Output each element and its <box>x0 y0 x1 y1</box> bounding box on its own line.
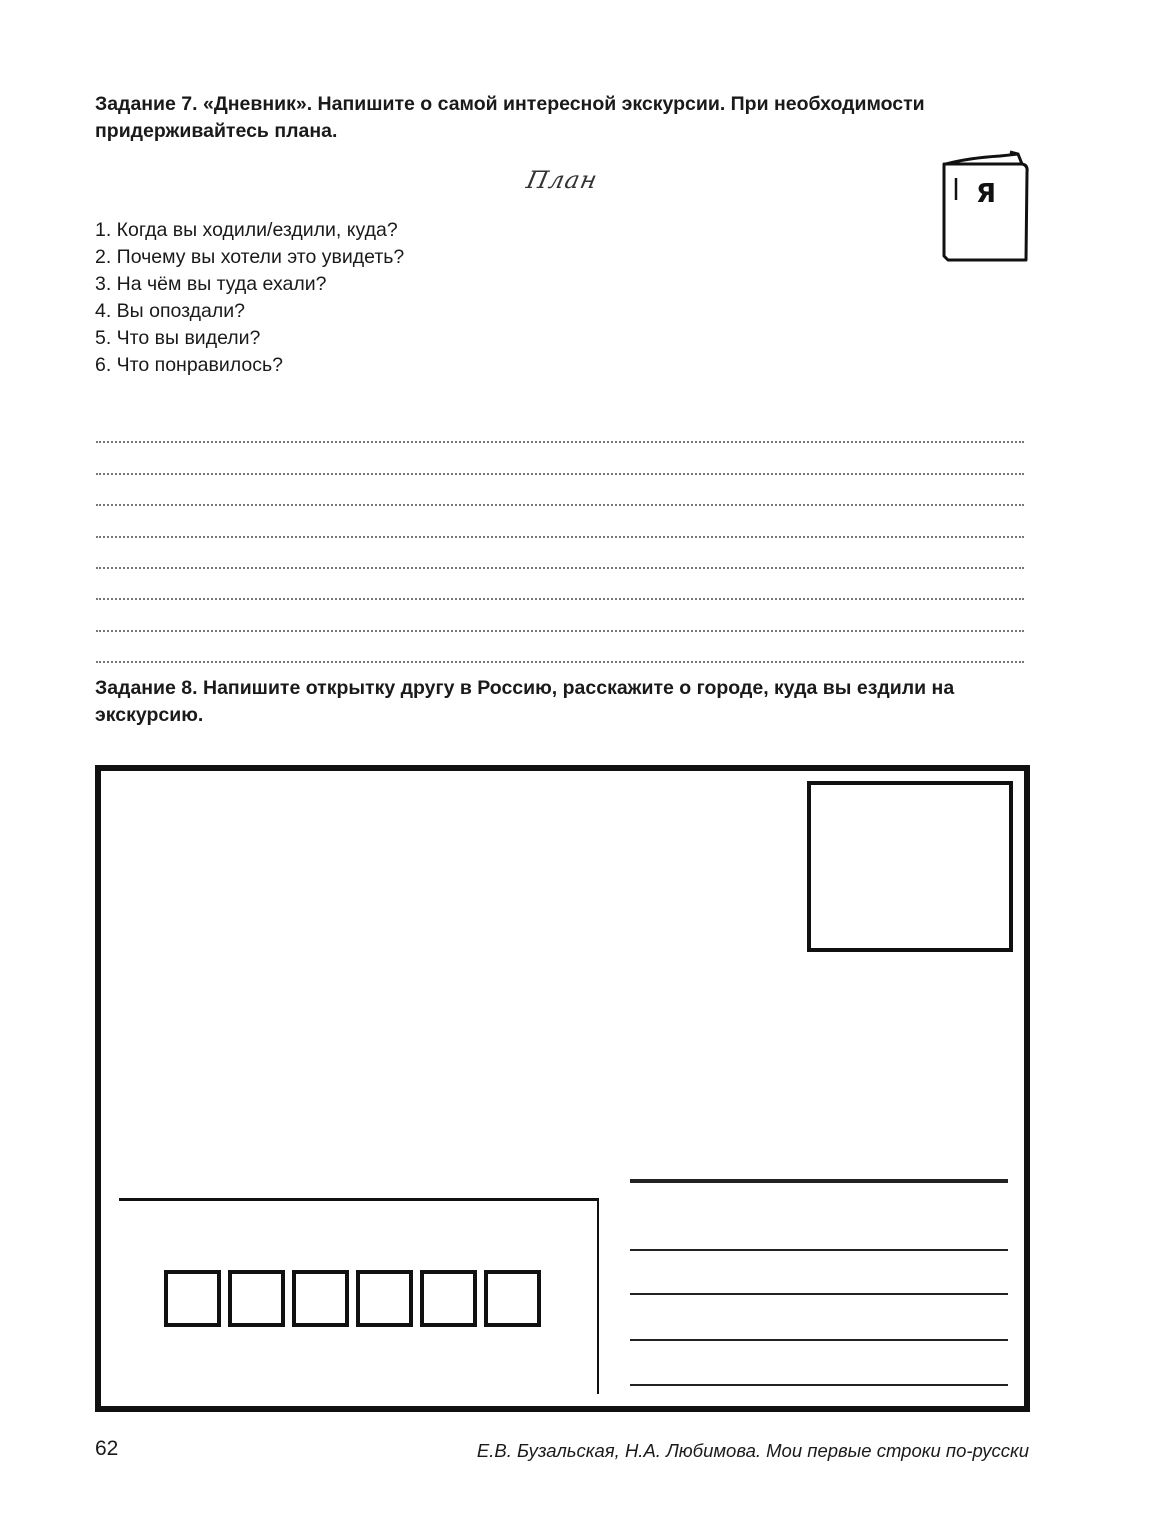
plan-item: 4. Вы опоздали? <box>95 300 246 322</box>
book-letter: Я <box>975 179 997 209</box>
diary-book-icon <box>938 150 1032 266</box>
address-line[interactable] <box>630 1339 1008 1341</box>
address-line[interactable] <box>630 1384 1008 1386</box>
writing-line[interactable] <box>96 475 1024 506</box>
postal-code-boxes <box>164 1270 541 1327</box>
writing-line[interactable] <box>96 412 1024 443</box>
plan-item: 3. На чём вы туда ехали? <box>95 273 327 295</box>
postal-code-box[interactable] <box>164 1270 221 1327</box>
postal-code-box[interactable] <box>356 1270 413 1327</box>
postal-code-box[interactable] <box>484 1270 541 1327</box>
diary-writing-area <box>96 412 1024 663</box>
writing-line[interactable] <box>96 632 1024 663</box>
sender-block <box>119 1198 599 1394</box>
task-7-heading: Задание 7. «Дневник». Напишите о самой интересной экскурсии. При необходимости придерживайтесь плана. <box>95 93 925 142</box>
plan-item: 5. Что вы видели? <box>95 327 261 349</box>
task-8-heading: Задание 8. Напишите открытку другу в Россию, расскажите о городе, куда вы ездили на экскурсию. <box>95 677 955 726</box>
plan-item: 2. Почему вы хотели это увидеть? <box>95 246 405 268</box>
book-corner <box>1010 152 1022 164</box>
address-line[interactable] <box>630 1249 1008 1251</box>
writing-line[interactable] <box>96 569 1024 600</box>
writing-line[interactable] <box>96 506 1024 537</box>
postal-code-box[interactable] <box>420 1270 477 1327</box>
page-number: 62 <box>95 1437 119 1460</box>
writing-line[interactable] <box>96 443 1024 474</box>
address-line[interactable] <box>630 1179 1008 1183</box>
postcard-frame <box>95 765 1030 1412</box>
plan-title: План <box>524 166 601 194</box>
plan-item: 6. Что понравилось? <box>95 354 283 376</box>
postal-code-box[interactable] <box>228 1270 285 1327</box>
writing-line[interactable] <box>96 538 1024 569</box>
writing-line[interactable] <box>96 600 1024 631</box>
book-credit: Е.В. Бузальская, Н.А. Любимова. Мои первые строки по-русски <box>476 1440 1029 1461</box>
address-line[interactable] <box>630 1293 1008 1295</box>
plan-list <box>95 217 404 379</box>
plan-item: 1. Когда вы ходили/ездили, куда? <box>95 219 398 241</box>
stamp-box[interactable] <box>807 781 1013 952</box>
postal-code-box[interactable] <box>292 1270 349 1327</box>
